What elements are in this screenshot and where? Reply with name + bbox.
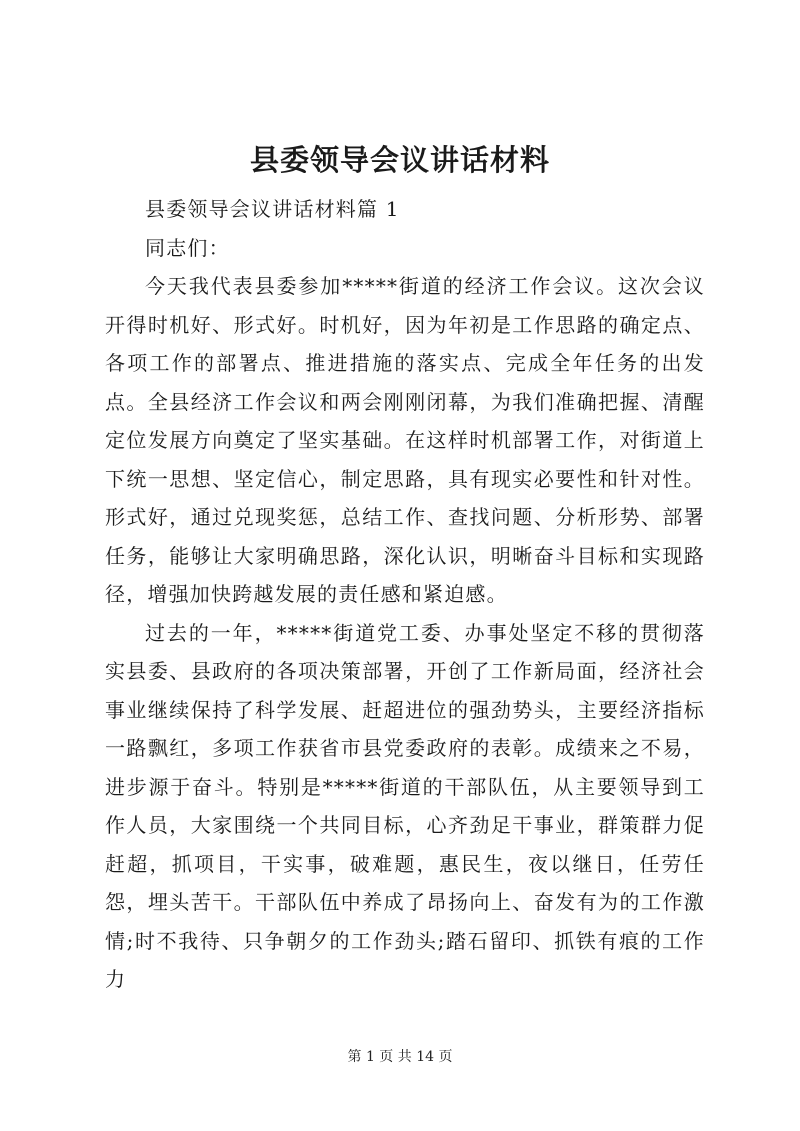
document-title: 县委领导会议讲话材料 [249,143,550,177]
salutation: 同志们： [145,235,230,260]
body-paragraph-2: 过去的一年，*****街道党工委、办事处坚定不移的贯彻落实县委、县政府的各项决策部署，开创了工作新局面，经济社会事业继续保持了科学发展、赶超进位的强劲势头，主要经济指标一路飘红，多项工作获省市县党委政府的表彰。成绩来之不易，进步源于奋斗。特别是*****街道的干部队伍，从主要领导到工作人员，大家围绕一个共同目标，心齐劲足干事业，群策群力促赶超，抓项目，干实事，破难题，惠民生，夜以继日，任劳任怨，埋头苦干。干部队伍中养成了昂扬向上、奋发有为的工作激情;时不我待、只争朝夕的工作劲头;踏石留印、抓铁有痕的工作力 [105,620,705,991]
document-body [105,190,705,999]
body-paragraph-1: 今天我代表县委参加*****街道的经济工作会议。这次会议开得时机好、形式好。时机好，因为年初是工作思路的确定点、各项工作的部署点、推进措施的落实点、完成全年任务的出发点。全县经济工作会议和两会刚刚闭幕，为我们准确把握、清醒定位发展方向奠定了坚实基础。在这样时机部署工作，对街道上下统一思想、坚定信心，制定思路，具有现实必要性和针对性。形式好，通过兑现奖惩，总结工作、查找问题、分析形势、部署任务，能够让大家明确思路，深化认识，明晰奋斗目标和实现路径，增强加快跨越发展的责任感和紧迫感。 [105,274,705,606]
page-number-footer: 第 1 页 共 14 页 [347,1049,453,1065]
document-subtitle: 县委领导会议讲话材料篇 1 [145,197,400,221]
